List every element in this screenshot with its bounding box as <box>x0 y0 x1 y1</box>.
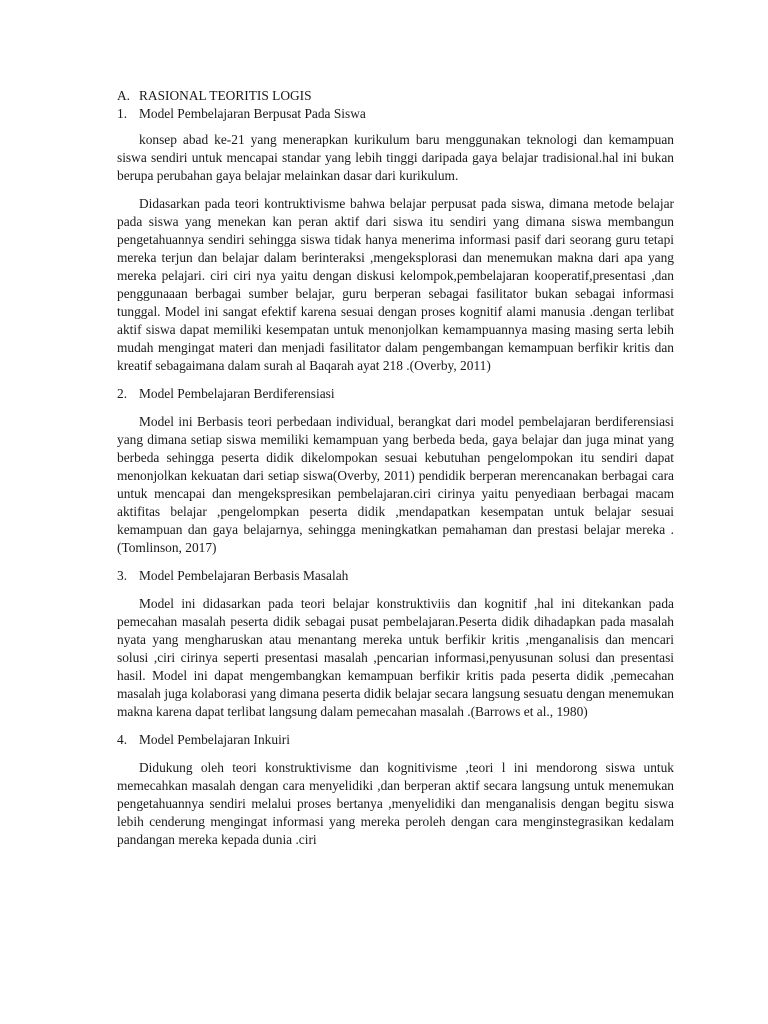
heading-title: RASIONAL TEORITIS LOGIS <box>139 88 312 103</box>
paragraph: Model ini didasarkan pada teori belajar konstruktiviis dan kognitif ,hal ini ditekankan pada pemecahan masalah peserta didik sebagai pusat pembelajaran.Peserta didik dihadapkan pada masalah nyata yang mengharuskan atau menantang mereka untuk berfikir kritis ,menganalisis dan mencari solusi ,ciri cirinya seperti presentasi masalah ,pencarian informasi,penyusunan solusi dan presentasi hasil. Model ini dapat mengembangkan kemampuan berfikir kritis pada peserta didik ,pemecahan masalah juga kolaborasi yang dimana peserta didik belajar secara langsung sesuatu dengan menemukan makna karena dapat terlibat langsung dalam pemecahan masalah .(Barrows et al., 1980) <box>117 596 674 719</box>
subsection-title-3 <box>117 567 674 585</box>
subsection-title: Model Pembelajaran Berbasis Masalah <box>139 568 349 583</box>
document-page <box>117 87 674 849</box>
subsection-title: Model Pembelajaran Inkuiri <box>139 732 290 747</box>
heading-letter: A. <box>117 88 131 103</box>
subsection-title-2 <box>117 385 674 403</box>
subsection-number: 1. <box>117 106 128 121</box>
subsection-number: 3. <box>117 568 128 583</box>
section-heading <box>117 87 674 105</box>
subsection-number: 4. <box>117 732 128 747</box>
paragraph: konsep abad ke-21 yang menerapkan kurikulum baru menggunakan teknologi dan kemampuan siswa sendiri untuk mencapai standar yang lebih tinggi daripada gaya belajar tradisional.hal ini bukan berupa perubahan gaya belajar melainkan dasar dari kurikulum. <box>117 132 674 183</box>
subsection-number: 2. <box>117 386 128 401</box>
paragraph: Didasarkan pada teori kontruktivisme bahwa belajar perpusat pada siswa, dimana metode belajar pada siswa yang menekan kan peran aktif dari siswa itu sendiri yang dimana siswa membangun pengetahuannya sendiri sehingga siswa tidak hanya menerima informasi pasif dari seorang guru tetapi mereka terjun dan belajar dalam berinteraksi ,mengeksplorasi dan menemukan makna dari apa yang mereka pelajari. ciri ciri nya yaitu dengan diskusi kelompok,pembelajaran kooperatif,presentasi ,dan penggunaaan berbagai sumber belajar, guru berperan sebagai fasilitator bukan sebagai informasi tunggal. Model ini sangat efektif karena sesuai dengan proses kognitif alami manusia .dengan terlibat aktif siswa dapat memiliki kesempatan untuk menonjolkan kemampuannya masing masing serta lebih mudah mengingat materi dan menjadi fasilitator dalam pengembangan kemampuan berfikir kritis dan kreatif sebagaimana dalam surah al Baqarah ayat 218 .(Overby, 2011) <box>117 196 674 373</box>
subsection-title-4 <box>117 731 674 749</box>
subsection-title: Model Pembelajaran Berdiferensiasi <box>139 386 335 401</box>
paragraph: Model ini Berbasis teori perbedaan individual, berangkat dari model pembelajaran berdiferensiasi yang dimana setiap siswa memiliki kemampuan yang berbeda beda, gaya belajar dan juga minat yang berbeda sehingga peserta didik dikelompokan sesuai kebutuhan pengelompokan itu sendiri dapat menonjolkan kekuatan dari setiap siswa(Overby, 2011) pendidik berperan merencanakan berbagai cara untuk mencapai dan mengekspresikan pembelajaran.ciri cirinya yaitu penyediaan berbagai macam aktifitas belajar ,pengelompkan peserta didik ,mendapatkan kesempatan untuk belajar sesuai kemampuan dan gaya belajarnya, sehingga meningkatkan pemahaman dan prestasi belajar mereka .(Tomlinson, 2017) <box>117 414 674 555</box>
subsection-title: Model Pembelajaran Berpusat Pada Siswa <box>139 106 366 121</box>
paragraph: Didukung oleh teori konstruktivisme dan kognitivisme ,teori l ini mendorong siswa untuk memecahkan masalah dengan cara menyelidiki ,dan berperan aktif secara langsung untuk menemukan pengetahuannya sendiri melalui proses bertanya ,menyelidiki dan menganalisis dengan begitu siswa lebih cenderung mengingat informasi yang mereka peroleh dengan cara menginstegrasikan kedalam pandangan mereka kepada dunia .ciri <box>117 760 674 847</box>
subsection-title-1 <box>117 105 674 123</box>
